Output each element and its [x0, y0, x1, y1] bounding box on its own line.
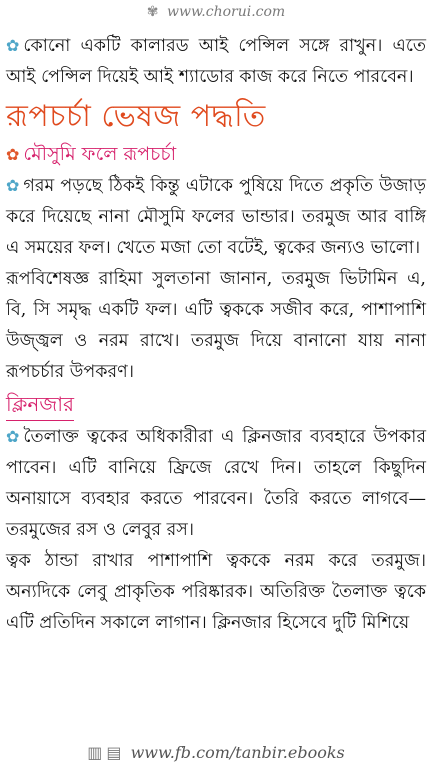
section-title: রূপচর্চা ভেষজ পদ্ধতি: [6, 99, 266, 134]
intro-paragraph: [6, 30, 426, 93]
paragraph-2-text: রূপবিশেষজ্ঞ রাহিমা সুলতানা জানান, তরমুজ ভিটামিন এ, বি, সি সমৃদ্ধ একটি ফল। এটি ত্বককে সজীব করে, পাশাপাশি উজ্জ্বল ও নরম রাখে। তরমুজ দিয়ে বানানো যায় নানা রূপচর্চার উপকরণ।: [6, 269, 426, 382]
sub-heading: [6, 139, 426, 170]
book-icon: ▤: [106, 743, 122, 762]
paragraph-1-text: গরম পড়ছে ঠিকই কিন্তু এটাকে পুষিয়ে দিতে প্রকৃতি উজাড় করে দিয়েছে নানা মৌসুমি ফলের ভান্ডার। তরমুজ আর বাঙ্গি এ সময়ের ফল। খেতে মজা তো বটেই, ত্বকের জন্যও ভালো।: [6, 176, 426, 258]
cleanser-heading: ক্লিনজার: [6, 388, 74, 421]
page-header: [0, 4, 432, 20]
content: [6, 30, 426, 639]
library-icon: ▥: [87, 743, 103, 762]
bullet-icon: ✿: [6, 427, 20, 446]
paragraph-4-text: ত্বক ঠান্ডা রাখার পাশাপাশি ত্বককে নরম করে তরমুজ। অন্যদিকে লেবু প্রাকৃতিক পরিষ্কারক। অতিরিক্ত তৈলাক্ত ত্বকে এটি প্রতিদিন সকালে লাগান। ক্লিনজার হিসেবে দুটি মিশিয়ে: [6, 551, 426, 633]
paragraph-3: [6, 421, 426, 546]
paragraph-1: [6, 170, 426, 264]
leaf-icon: ✿: [6, 145, 20, 164]
paragraph-4: [6, 546, 426, 639]
flower-icon: ✾: [146, 4, 159, 20]
paragraph-3-text: তৈলাক্ত ত্বকের অধিকারীরা এ ক্লিনজার ব্যবহারে উপকার পাবেন। এটি বানিয়ে ফ্রিজে রেখে দিন। তাহলে কিছুদিন অনায়াসে ব্যবহার করতে পারবেন। তৈরি করতে লাগবে— তরমুজের রস ও লেবুর রস।: [6, 427, 426, 540]
intro-text: কোনো একটি কালারড আই পেন্সিল সঙ্গে রাখুন। এতে আই পেন্সিল দিয়েই আই শ্যাডোর কাজ করে নিতে পারবেন।: [6, 36, 426, 87]
bullet-icon: ✿: [6, 176, 20, 195]
footer-link[interactable]: www.fb.com/tanbir.ebooks: [130, 743, 345, 762]
bullet-icon: ✿: [6, 36, 20, 55]
paragraph-2: [6, 264, 426, 388]
site-url: www.chorui.com: [166, 4, 286, 20]
sub-heading-text: মৌসুমি ফলে রূপচর্চা: [23, 143, 177, 165]
page-footer: [0, 743, 432, 762]
